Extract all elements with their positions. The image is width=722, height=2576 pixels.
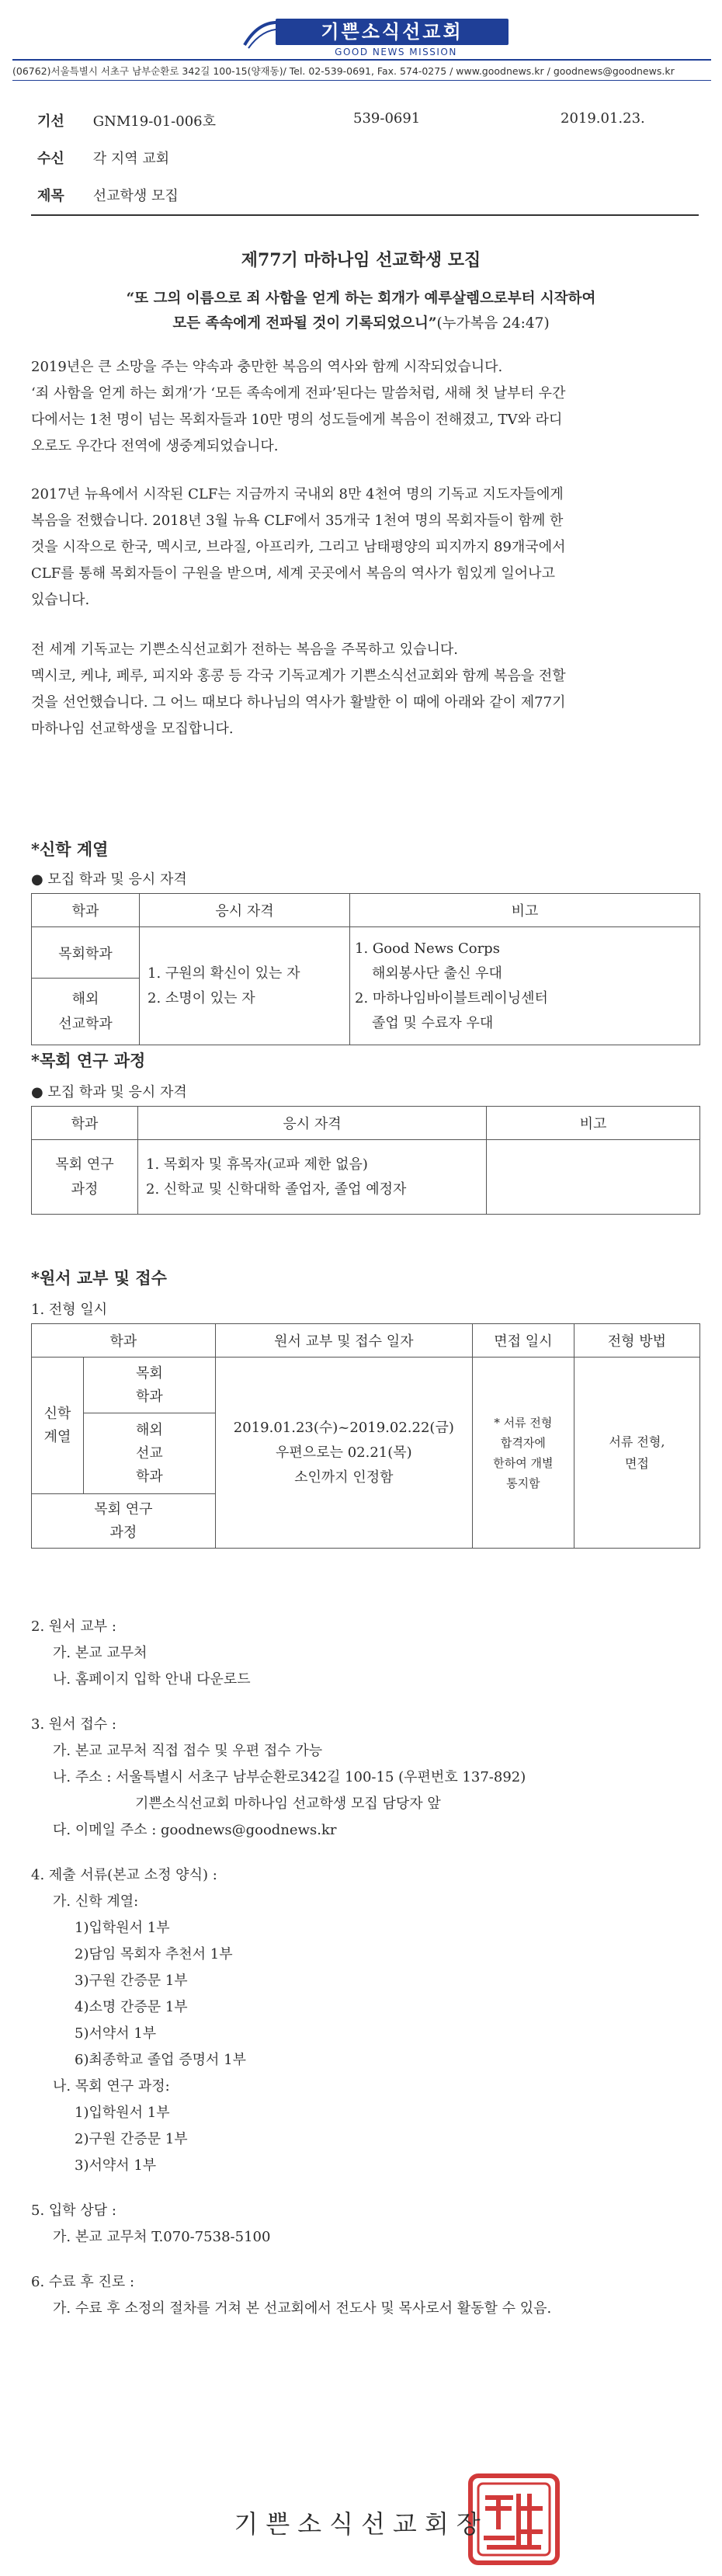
date-range: 2019.01.23(수)~2019.02.22(금) [233,1419,454,1436]
dept-pastoral-research [32,1140,138,1215]
col-dept: 학과 [32,894,140,927]
list-item: 3)서약서 1부 [75,2157,157,2174]
list-item: 2)구원 간증문 1부 [75,2131,188,2147]
qualification-cell [138,1140,487,1215]
meta-divider [31,214,699,216]
col-interview: 면접 일시 [472,1324,574,1358]
dept-pastoral [84,1358,216,1413]
method-cell [574,1358,699,1549]
list-item: 1)입학원서 1부 [75,2105,170,2121]
method-line: 면접 [624,1455,649,1471]
list-item: 6)최종학교 졸업 증명서 1부 [75,2052,246,2068]
col-dept: 학과 [32,1107,138,1140]
org-name-logo: 기쁜소식선교회 [276,19,509,45]
qualification-1: 1. 구원의 확신이 있는 자 [148,965,300,982]
list-item-email: 다. 이메일 주소 : goodnews@goodnews.kr [53,1822,337,1838]
note-1-detail: 해외봉사단 출신 우대 [372,965,502,982]
list-item: 나. 홈페이지 입학 안내 다운로드 [53,1671,251,1688]
quote-line-1: “또 그의 이름으로 죄 사함을 얻게 하는 회개가 예루살렘으로부터 시작하여 [126,290,596,307]
interview-line: 합격자에 [500,1435,546,1450]
note-cell [350,927,700,1045]
dept-line: 선교학과 [58,1015,113,1032]
qualification-cell [140,927,350,1045]
quote-reference: (누가복음 24:47) [436,315,550,332]
text-line: 전 세계 기독교는 기쁜소식선교회가 전하는 복음을 주목하고 있습니다. [31,641,459,658]
text-line: 다에서는 1천 명이 넘는 목회자들과 10만 명의 성도들에게 복음이 전해졌고, TV와 라디 [31,412,563,428]
list-item: 4)소명 간증문 1부 [75,1999,188,2015]
qualification-1: 1. 목회자 및 휴목자(교파 제한 없음) [146,1156,368,1173]
dates-cell [215,1358,472,1549]
subject-label: 제목 [37,188,64,204]
dept-line: 과정 [71,1180,99,1198]
col-method: 전형 방법 [574,1324,699,1358]
group-line: 계열 [43,1428,71,1445]
meta-date: 2019.01.23. [561,110,645,127]
qualification-2: 2. 소명이 있는 자 [148,989,255,1006]
dept-line: 해외 [71,990,99,1007]
note-2: 2. 마하나임바이블트레이닝센터 [355,989,548,1006]
text-line: 2019년은 큰 소망을 주는 약속과 충만한 복음의 역사와 함께 시작되었습니다. [31,359,503,375]
list-item-address-2: 기쁜소식선교회 마하나임 선교학생 모집 담당자 앞 [135,1796,441,1812]
text-line: CLF를 통해 목회자들이 구원을 받으며, 세계 곳곳에서 복음의 역사가 힘있게 일어나고 [31,565,555,582]
header-divider-bottom [12,80,711,81]
section-theology-bullet: ● 모집 학과 및 응시 자격 [31,871,187,888]
date-postal: 우편으로는 02.21(목) [276,1444,412,1461]
col-qualification: 응시 자격 [140,894,350,927]
interview-line: 한하여 개별 [493,1455,554,1470]
theology-table [31,893,700,1045]
list-item: 2)담임 목회자 추천서 1부 [75,1946,233,1962]
col-note: 비고 [487,1107,700,1140]
list-item: 가. 본교 교무처 직접 접수 및 우편 접수 가능 [53,1743,323,1759]
meta-phone: 539-0691 [353,110,421,127]
dept-line: 선교 [136,1444,163,1462]
interview-cell [472,1358,574,1549]
list-submission-title: 3. 원서 접수 : [31,1716,116,1733]
org-name-en: GOOD NEWS MISSION [335,47,457,57]
list-item-address: 나. 주소 : 서울특별시 서초구 남부순환로342길 100-15 (우편번호 137-892) [53,1769,526,1785]
note-1: 1. Good News Corps [355,940,500,957]
dept-pastoral-research [32,1494,216,1549]
text-line: 2017년 뉴욕에서 시작된 CLF는 지금까지 국내외 8만 4천여 명의 기독교 지도자들에게 [31,486,564,502]
list-consultation-title: 5. 입학 상담 : [31,2202,116,2219]
list-item: 나. 목회 연구 과정: [53,2078,170,2095]
list-item: 1)입학원서 1부 [75,1920,170,1936]
dept-line: 과정 [109,1524,137,1541]
text-line: 복음을 전했습니다. 2018년 3월 뉴욕 CLF에서 35개국 1천여 명의 목회자들이 함께 한 [31,513,564,529]
footer-signature: 기쁜소식선교회장 [234,2509,488,2539]
quote-text: 모든 족속에게 전파될 것이 기록되었으니” [172,315,437,332]
letterhead-logo [241,14,722,57]
list-item: 3)구원 간증문 1부 [75,1973,188,1989]
header-divider [12,59,711,61]
meta-doc-row [37,110,216,130]
col-note: 비고 [350,894,700,927]
doc-number: GNM19-01-006호 [92,113,217,130]
subject-value: 선교학생 모집 [92,188,179,204]
section-application-heading: *원서 교부 및 접수 [31,1268,167,1288]
interview-line: * 서류 전형 [494,1415,553,1430]
list-distribution-title: 2. 원서 교부 : [31,1618,116,1635]
meta-subject-row [37,185,179,205]
quote-line-2 [0,312,722,332]
col-dates: 원서 교부 및 접수 일자 [215,1324,472,1358]
text-line: 마하나임 선교학생을 모집합니다. [31,721,234,737]
list-item: 가. 수료 후 소정의 절차를 거쳐 본 선교회에서 전도사 및 목사로서 활동할 수 있음. [53,2300,552,2317]
page-title: 제77기 마하나임 선교학생 모집 [241,250,481,270]
intro-paragraph-3 [31,637,689,742]
text-line: 멕시코, 케냐, 페루, 피지와 홍콩 등 각국 기독교계가 기쁜소식선교회와 함께 복음을 전할 [31,668,566,684]
list-item: 가. 신학 계열: [53,1893,139,1910]
qualification-2: 2. 신학교 및 신학대학 졸업자, 졸업 예정자 [146,1180,407,1198]
recipient-value: 각 지역 교회 [92,151,170,167]
section-theology-heading: *신학 계열 [31,840,109,859]
col-dept: 학과 [32,1324,216,1358]
header-address: (06762)서울특별시 서초구 남부순환로 342길 100-15(양재동)/ Tel. 02-539-0691, Fax. 574-0275 / www.goodnews.kr / goodnews@goodnews.kr [12,65,675,77]
recipient-label: 수신 [37,151,64,167]
dept-overseas-mission [84,1413,216,1494]
schedule-subheading: 1. 전형 일시 [31,1302,108,1318]
date-postmark: 소인까지 인정함 [294,1469,394,1486]
pastoral-research-table [31,1106,700,1215]
dept-line: 학과 [136,1468,163,1485]
dept-pastoral: 목회학과 [32,927,140,979]
list-item: 가. 본교 교무처 [53,1645,148,1661]
list-documents-title: 4. 제출 서류(본교 소정 양식) : [31,1867,217,1883]
col-qualification: 응시 자격 [138,1107,487,1140]
dept-line: 해외 [136,1421,163,1438]
dept-line: 목회 연구 [55,1156,114,1173]
text-line: 것을 선언했습니다. 그 어느 때보다 하나님의 역사가 활발한 이 때에 아래와 같이 제77기 [31,694,566,711]
note-cell-empty [487,1140,700,1215]
dept-overseas-mission [32,979,140,1045]
group-line: 신학 [43,1405,71,1422]
text-line: ‘죄 사함을 얻게 하는 회개’가 ‘모든 족속에게 전파’된다는 말씀처럼, 새해 첫 날부터 우간 [31,385,566,402]
text-line: 오로도 우간다 전역에 생중계되었습니다. [31,438,279,454]
list-career-title: 6. 수료 후 진로 : [31,2274,135,2290]
meta-recipient-row [37,148,169,168]
dept-line: 목회 [136,1364,163,1382]
section-pastoral-research-heading: *목회 연구 과정 [31,1051,146,1070]
intro-paragraph-2 [31,481,689,614]
interview-line: 통지함 [506,1476,540,1490]
group-theology [32,1358,84,1494]
dept-line: 목회 연구 [94,1500,153,1517]
note-2-detail: 졸업 및 수료자 우대 [372,1014,494,1031]
section-pastoral-research-bullet: ● 모집 학과 및 응시 자격 [31,1084,187,1100]
method-line: 서류 전형, [609,1434,665,1449]
schedule-table [31,1323,700,1549]
dept-line: 학과 [136,1388,163,1405]
doc-label: 기선 [37,113,64,130]
intro-paragraph-1 [31,354,689,460]
list-item-phone: 가. 본교 교무처 T.070-7538-5100 [53,2229,271,2245]
text-line: 있습니다. [31,592,90,608]
text-line: 것을 시작으로 한국, 멕시코, 브라질, 아프리카, 그리고 남태평양의 피지까지 89개국에서 [31,539,566,555]
list-item: 5)서약서 1부 [75,2025,157,2042]
